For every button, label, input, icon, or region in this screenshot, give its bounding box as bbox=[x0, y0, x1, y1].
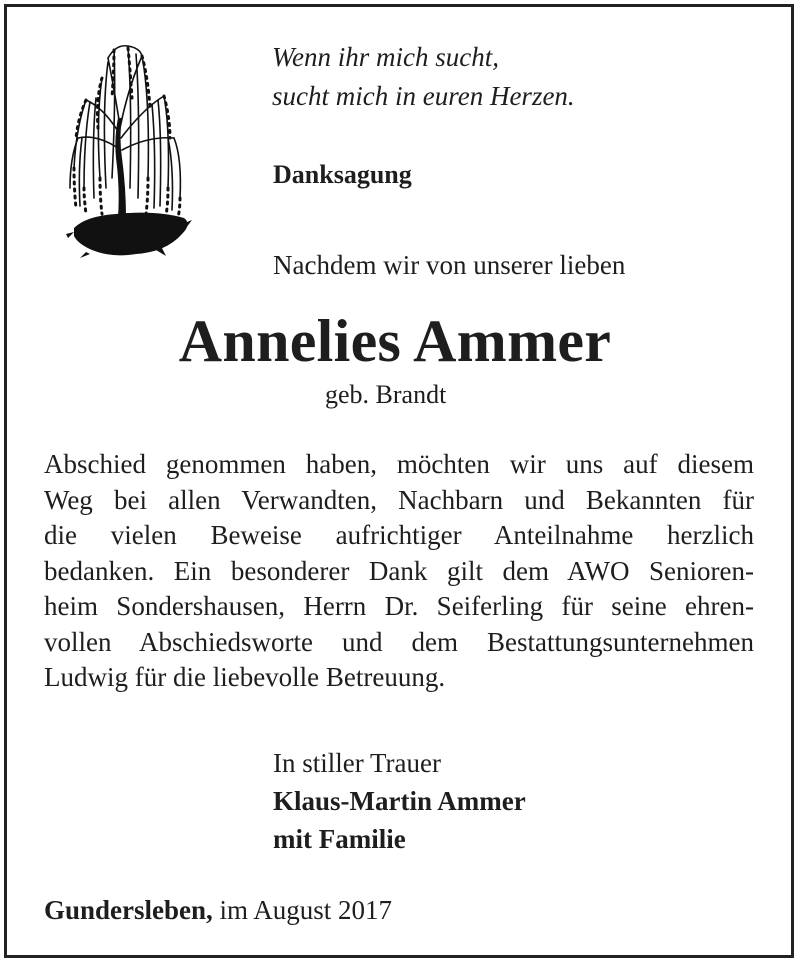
deceased-name: Annelies Ammer bbox=[178, 308, 612, 374]
body-line: heim Sondershausen, Herrn Dr. Seiferling für seine ehren- bbox=[44, 591, 754, 621]
intro-text: Nachdem wir von unserer lieben bbox=[273, 250, 626, 280]
body-line: vollen Abschiedsworte und dem Bestattungsunternehmen bbox=[44, 626, 754, 657]
poem-line-2: sucht mich in euren Herzen. bbox=[272, 81, 575, 111]
footer-place: Gundersleben, bbox=[44, 895, 213, 925]
body-line: bedanken. Ein besonderer Dank gilt dem AWO Senioren- bbox=[44, 555, 754, 586]
maiden-name: geb. Brandt bbox=[325, 380, 447, 409]
poem-line-1: Wenn ihr mich sucht, bbox=[272, 42, 499, 72]
signature-block bbox=[273, 744, 526, 858]
poem bbox=[272, 38, 575, 116]
heading: Danksagung bbox=[273, 160, 412, 189]
body-line: Weg bei allen Verwandten, Nachbarn und Bekannten für bbox=[44, 484, 754, 515]
body-line: die vielen Beweise aufrichtiger Anteilnahme herzlich bbox=[44, 520, 754, 550]
weeping-willow-icon bbox=[56, 38, 194, 264]
body-line: Abschied genommen haben, möchten wir uns auf diesem bbox=[44, 449, 754, 479]
signature-line-1: In stiller Trauer bbox=[273, 748, 441, 778]
body-text bbox=[44, 447, 754, 696]
signature-name: Klaus-Martin Ammer bbox=[273, 786, 526, 816]
signature-family: mit Familie bbox=[273, 824, 406, 854]
body-line: Ludwig für die liebevolle Betreuung. bbox=[44, 662, 446, 692]
footer bbox=[44, 891, 392, 929]
footer-date: im August 2017 bbox=[219, 895, 393, 925]
